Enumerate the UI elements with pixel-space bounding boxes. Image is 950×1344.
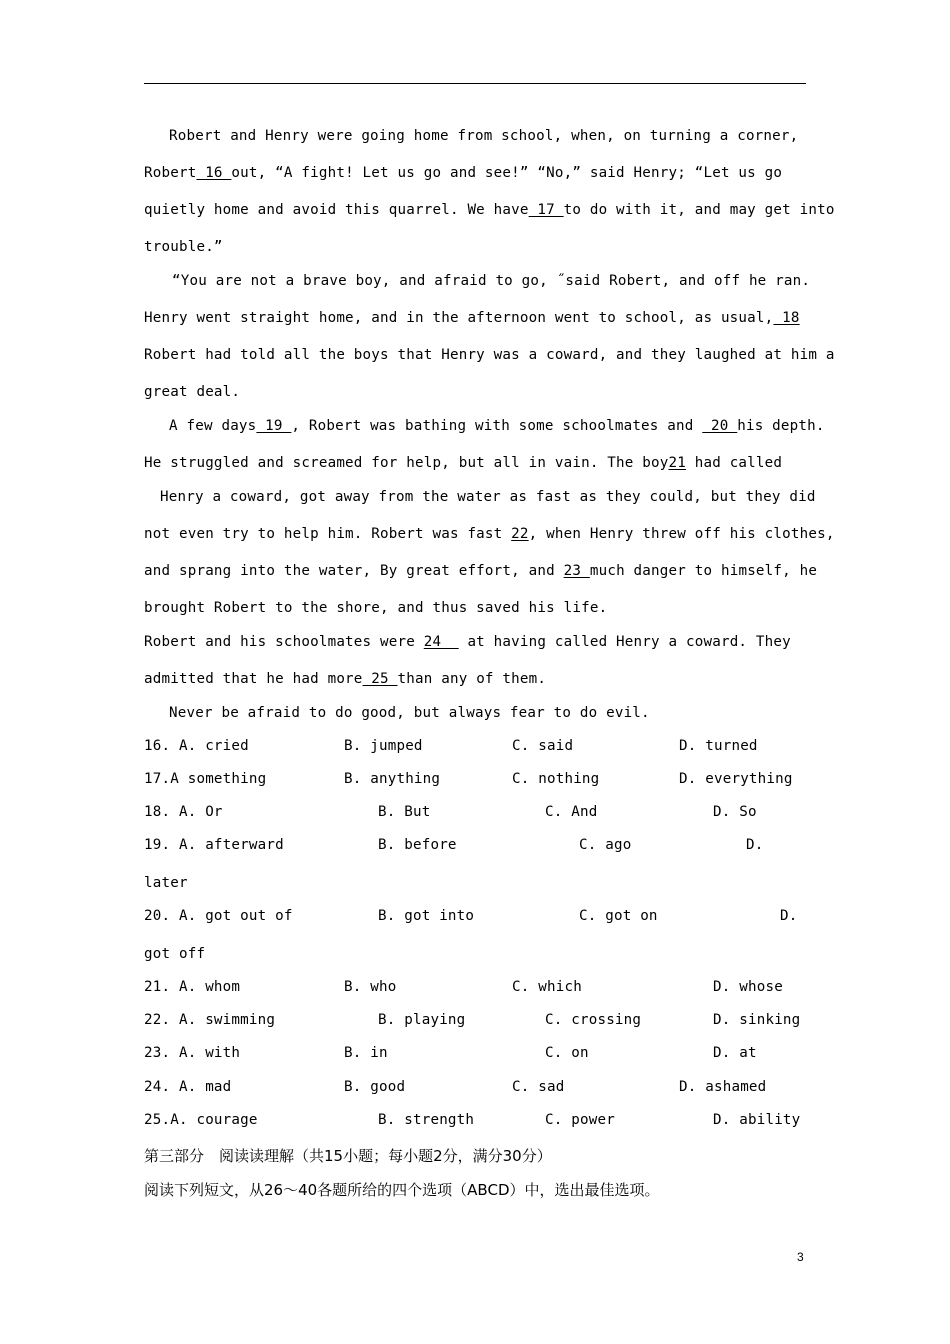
passage-line (144, 563, 817, 579)
passage-line: Robert had told all the boys that Henry was a coward, and they laughed at him a (144, 347, 835, 363)
text-segment: He struggled and screamed for help, but all in vain. The boy (144, 455, 669, 471)
option-a: 23. A. with (144, 1045, 241, 1061)
question-21 (144, 979, 806, 999)
text-segment: at having called Henry a coward. They (458, 634, 791, 650)
option-d: D. (746, 837, 764, 853)
question-17 (144, 771, 806, 791)
option-c: C. got on (579, 908, 658, 924)
question-20-wrap: got off (144, 946, 206, 962)
option-c: C. power (545, 1112, 615, 1128)
option-b: B. strength (378, 1112, 475, 1128)
option-d: D. So (713, 804, 757, 820)
option-b: B. who (344, 979, 397, 995)
option-c: C. And (545, 804, 598, 820)
question-18 (144, 804, 806, 824)
question-25 (144, 1112, 806, 1132)
question-23 (144, 1045, 806, 1065)
text-segment: Robert and his schoolmates were (144, 634, 424, 650)
option-c: C. on (545, 1045, 589, 1061)
passage-line (144, 634, 791, 650)
passage-line: trouble.” (144, 239, 223, 255)
text-segment: not even try to help him. Robert was fast (144, 526, 512, 542)
option-b: B. But (378, 804, 431, 820)
passage-line: Henry a coward, got away from the water as fast as they could, but they did (160, 489, 816, 505)
option-c: C. nothing (512, 771, 600, 787)
passage-line: Never be afraid to do good, but always fear to do evil. (169, 705, 650, 721)
text-segment: and sprang into the water, By great effort, and (144, 563, 564, 579)
option-a: 22. A. swimming (144, 1012, 276, 1028)
option-c: C. ago (579, 837, 632, 853)
option-d: D. turned (679, 738, 758, 754)
header-rule (144, 83, 806, 84)
text-segment: Robert (144, 165, 197, 181)
option-a: 20. A. got out of (144, 908, 293, 924)
text-segment: than any of them. (397, 671, 547, 687)
text-segment: his depth. (737, 418, 825, 434)
question-24 (144, 1079, 806, 1099)
option-b: B. got into (378, 908, 475, 924)
option-b: B. in (344, 1045, 388, 1061)
option-a: 24. A. mad (144, 1079, 232, 1095)
blank-18: 18 (773, 310, 800, 326)
text-segment: to do with it, and may get into (563, 202, 835, 218)
option-a: 17.A something (144, 771, 267, 787)
blank-23: 23 (563, 563, 590, 579)
option-a: 21. A. whom (144, 979, 241, 995)
option-d: D. at (713, 1045, 757, 1061)
option-a: 16. A. cried (144, 738, 249, 754)
blank-16: 16 (196, 165, 232, 181)
passage-line (144, 310, 800, 326)
option-d: D. ability (713, 1112, 801, 1128)
passage-line (144, 202, 835, 218)
option-b: B. before (378, 837, 457, 853)
text-segment: quietly home and avoid this quarrel. We have (144, 202, 529, 218)
option-b: B. playing (378, 1012, 466, 1028)
option-b: B. anything (344, 771, 441, 787)
blank-21: 21 (668, 455, 686, 471)
blank-22: 22 (511, 526, 529, 542)
passage-line (144, 455, 782, 471)
passage-line: Robert and Henry were going home from school, when, on turning a corner, (169, 128, 799, 144)
text-segment: A few days (169, 418, 257, 434)
passage-line (169, 418, 825, 434)
passage-line (144, 671, 546, 687)
option-d: D. ashamed (679, 1079, 767, 1095)
option-d: D. everything (679, 771, 793, 787)
blank-17: 17 (528, 202, 564, 218)
option-b: B. good (344, 1079, 406, 1095)
option-d: D. (780, 908, 798, 924)
blank-25: 25 (362, 671, 398, 687)
option-d: D. whose (713, 979, 783, 995)
passage-line: great deal. (144, 384, 241, 400)
text-segment: admitted that he had more (144, 671, 363, 687)
option-a: 25.A. courage (144, 1112, 258, 1128)
page-number: 3 (797, 1250, 804, 1264)
text-segment: , Robert was bathing with some schoolmates and (291, 418, 703, 434)
blank-19: 19 (256, 418, 292, 434)
section-title: 第三部分 阅读读理解（共15小题；每小题2分，满分30分） (144, 1147, 552, 1165)
option-a: 19. A. afterward (144, 837, 284, 853)
option-d: D. sinking (713, 1012, 801, 1028)
question-19 (144, 837, 806, 857)
blank-20: 20 (702, 418, 738, 434)
passage-line (144, 526, 835, 542)
passage-line (144, 165, 782, 181)
question-22 (144, 1012, 806, 1032)
question-20 (144, 908, 806, 928)
option-c: C. crossing (545, 1012, 642, 1028)
blank-24: 24 (423, 634, 459, 650)
text-segment: Henry went straight home, and in the afternoon went to school, as usual, (144, 310, 774, 326)
section-instruction: 阅读下列短文，从26～40各题所给的四个选项（ABCD）中，选出最佳选项。 (144, 1181, 660, 1199)
option-b: B. jumped (344, 738, 423, 754)
option-c: C. which (512, 979, 582, 995)
passage-line: “You are not a brave boy, and afraid to go, ˝said Robert, and off he ran. (172, 273, 811, 289)
question-19-wrap: later (144, 875, 188, 891)
text-segment: much danger to himself, he (589, 563, 818, 579)
question-16 (144, 738, 806, 758)
option-c: C. sad (512, 1079, 565, 1095)
text-segment: , when Henry threw off his clothes, (528, 526, 835, 542)
option-c: C. said (512, 738, 574, 754)
text-segment: out, “A fight! Let us go and see!” “No,” said Henry; “Let us go (231, 165, 783, 181)
option-a: 18. A. Or (144, 804, 223, 820)
passage-line: brought Robert to the shore, and thus saved his life. (144, 600, 608, 616)
text-segment: had called (685, 455, 783, 471)
